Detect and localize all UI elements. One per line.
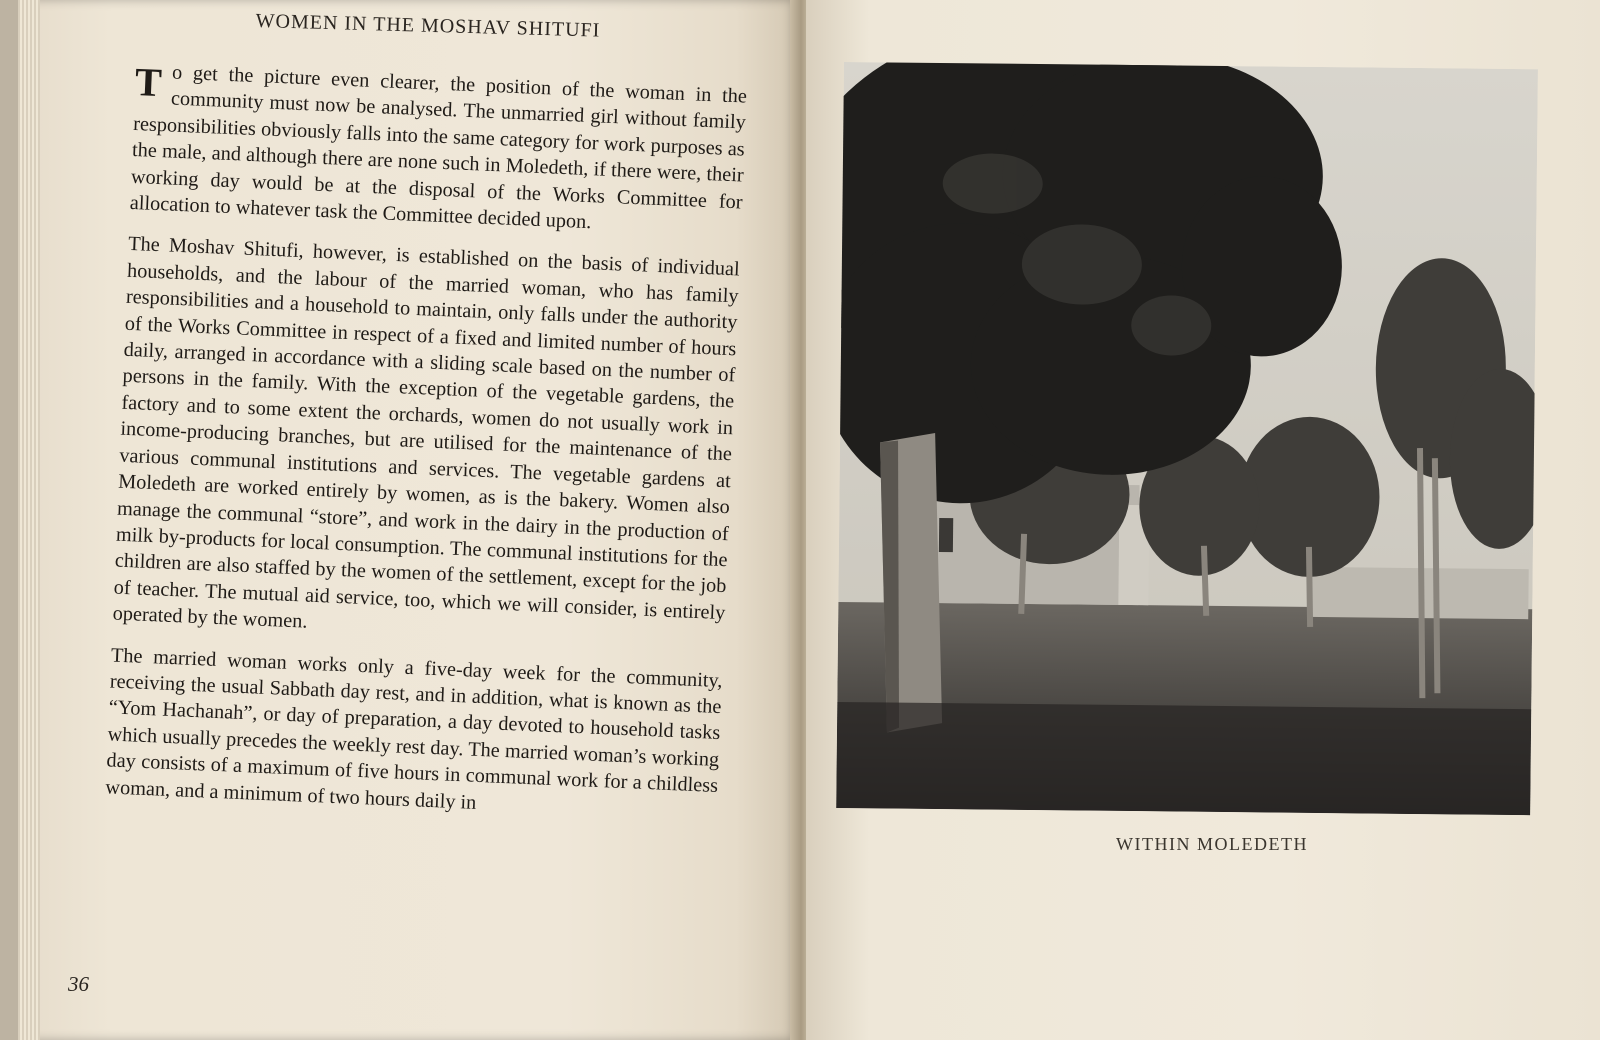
- page-number: 36: [68, 972, 89, 996]
- page-edges: [18, 0, 40, 1040]
- drop-cap: T: [134, 58, 163, 106]
- paragraph-1-text: o get the picture even clearer, the position of the woman in the community must now be analysed. The unmarried girl without family responsibilities obviously falls into the same category for work purposes as the male, and although there are none such in Moledeth, if there were, their working day would be at the disposal of the Works Committee for allocation to whatever task the Committee decided upon.: [129, 61, 748, 234]
- photo-caption: WITHIN MOLEDETH: [1116, 834, 1308, 854]
- paragraph-2: The Moshav Shitufi, however, is established on the basis of individual households, and the labour of the married woman, who has family responsibilities and a household to maintain, only falls under the authority of the Works Committee in respect of a fixed and limited number of hours daily, arranged in accordance with a sliding scale based on the number of persons in the family. With the exception of the vegetable gardens, the factory and to some extent the orchards, women do not usually work in income-producing branches, but are utilised for the maintenance of the various communal institutions and services. The vegetable gardens at Moledeth are worked entirely by women, as is the bakery. Women also manage the communal “store”, and work in the dairy in the production of milk by-products for local consumption. The communal institutions for the children are also staffed by the women of the settlement, except for the job of teacher. The mutual aid service, too, which we will consider, is entirely operated by the women.: [112, 233, 741, 633]
- paragraph-1: [129, 58, 747, 242]
- photo-illustration: [836, 62, 1538, 815]
- body-text: [104, 58, 747, 841]
- photograph: [836, 62, 1538, 815]
- running-head: WOMEN IN THE MOSHAV SHITUFI: [255, 10, 601, 42]
- paragraph-3: The married woman works only a five-day week for the community, receiving the usual Sabbath day rest, and in addition, what is known as the “Yom Hachanah”, or day of preparation, a day devoted to household tasks which usually precedes the weekly rest day. The married woman’s working day consists of a maximum of five hours in communal work for a childless woman, and a minimum of two hours daily in: [104, 644, 723, 814]
- left-page: [18, 0, 798, 1040]
